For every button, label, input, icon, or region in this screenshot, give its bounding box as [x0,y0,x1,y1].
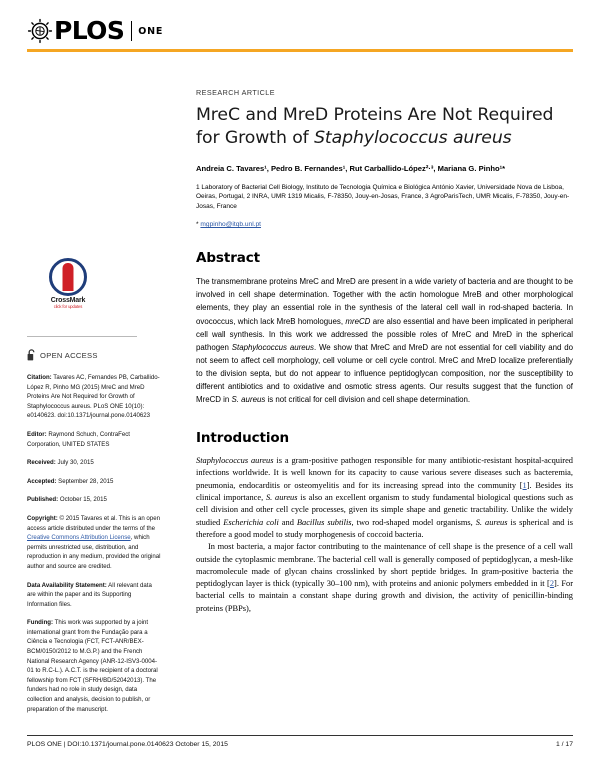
copyright-text-b: , which permits unrestricted use, distribution, and reproduction in any medium, provided the original author and source are credited. [27,534,161,570]
intro-seg-1: is a gram-positive pathogen responsible for many antibiotic-resistant hospital-acquired infections worldwide. It is well known for its capacity to cause various severe diseases such as bacteremia, pneumonia, endocarditis or osteomyelitis and for its increasing spread into the community [ [196,456,573,490]
intro-seg-2: ]. Besides its clinical importance, [196,480,573,503]
citation-text: Tavares AC, Fernandes PB, Carballido-López R, Pinho MG (2015) MreC and MreD Proteins Are Not Required for Growth of Staphylococcus aureus. PLoS ONE 10(10): e0140623. doi:10.1371/journal.pone.0140623 [27,374,160,420]
received-label: Received: [27,459,56,467]
citation-label: Citation: [27,374,52,381]
accepted-label: Accepted: [27,477,57,485]
copyright-text-a: © 2015 Tavares et al. This is an open access article distributed under the terms of the [27,514,160,532]
footer-citation: PLOS ONE | DOI:10.1371/journal.pone.0140623 October 15, 2015 [27,741,228,748]
plos-edition-label: ONE [138,25,164,37]
crossmark-sublabel: click for updates [53,304,83,309]
copyright-block [27,514,161,572]
intro-seg-7: In most bacteria, a major factor contributing to the maintenance of cell shape is the presence of a cell wall outside the cytoplasmic membrane. The bacterial cell wall is generally composed of peptidoglycan, a mesh-like macromolecule made of glycan chains crosslinked by short peptide bridges. In gram-positive bacteria the peptidoglycan layer is thick (typically 30–100 nm), with proteins and anionic polymers embedded in it [ [196,542,573,589]
crossmark-badge[interactable] [45,258,91,309]
intro-paragraph-1 [196,455,573,541]
received-block [27,458,161,468]
intro-seg-4: and [278,517,297,527]
open-access-label: OPEN ACCESS [40,350,98,360]
footer-page-number: 1 / 17 [555,741,573,748]
abstract-seg-2: are also essential and have been implicated in peripheral cell wall synthesis. In this work we addressed the possible roles of MreC and MreD in the spherical pathogen [196,316,573,352]
intro-italic-staph: Staphylococcus aureus [196,456,274,466]
intro-italic-bsubtilis: Bacillus subtilis [296,517,352,527]
crossmark-label: CrossMark [50,297,86,304]
editor-label: Editor: [27,430,47,438]
published-date: October 15, 2015 [58,496,107,504]
footer-divider [27,735,573,736]
article-type-kicker: RESEARCH ARTICLE [196,88,275,97]
page-title [196,104,573,150]
introduction-heading: Introduction [196,430,290,447]
received-date: July 30, 2015 [55,459,94,467]
corresponding-author [196,221,573,228]
title-text-plain: MreC and MreD Proteins Are Not Required for Growth of [196,105,554,148]
accepted-block [27,477,161,487]
accepted-date: September 28, 2015 [56,477,114,485]
introduction-text [196,455,573,615]
abstract-heading: Abstract [196,250,261,267]
reference-link-1[interactable]: 1 [522,480,527,490]
citation-block [27,373,161,421]
corresponding-marker: * [196,221,199,229]
funding-text: This work was supported by a joint international grant from the Fundação para a Ciência e Tecnologia (FCT, FCT-ANR/BEX-BCM/0150/2012 to M.G.P.) and the French National Research Agency (ANR-12-ISV3-0004-01 to R.C-L.). A.C.T. is the recipient of a doctoral fellowship from FCT (SFRH/BD/52042013). The funders had no role in study design, data collection and analysis, decision to publish, or preparation of the manuscript. [27,619,158,713]
reference-link-2[interactable]: 2 [549,579,555,589]
plos-wordmark: PLOS [54,16,125,45]
published-label: Published: [27,496,59,504]
intro-seg-3: is also an excellent organism to study fundamental biological questions such as cell division and other cell cycle processes, given its simple shape and genetic tractability. Unlike the widely studied [196,493,573,527]
data-availability-block [27,581,161,610]
copyright-label: Copyright: [27,514,58,522]
corresponding-email-link[interactable]: mgpinho@itqb.unl.pt [200,221,262,229]
journal-masthead [27,18,573,52]
published-block [27,495,161,505]
affiliations: 1 Laboratory of Bacterial Cell Biology, Instituto de Tecnologia Química e Biológica António Xavier, Universidade Nova de Lisboa, Oeiras, Portugal, 2 INRA, UMR 1319 Micalis, F-78350, Jouy-en-Josas, France, 3 AgroParisTech, UMR Micalis, F-78350, Jouy-en-Josas, France [196,184,570,210]
abstract-italic-saureus: S. aureus [231,395,266,405]
license-link[interactable]: Creative Commons Attribution License [27,534,131,542]
open-lock-icon [27,349,36,361]
page-footer [27,735,573,748]
open-access-badge [27,349,161,361]
author-list: Andreia C. Tavares¹, Pedro B. Fernandes¹, Rut Carballido-López²·³, Mariana G. Pinho¹* [196,164,506,173]
plos-logo[interactable] [27,18,573,44]
intro-italic-ecoli: Escherichia coli [223,517,279,527]
data-availability-text: All relevant data are within the paper and its Supporting Information files. [27,581,152,608]
abstract-italic-staph: Staphylococcus aureus [231,342,314,352]
funding-block [27,618,161,714]
abstract-seg-4: is not critical for cell division and cell shape determination. [265,395,471,405]
abstract-seg-3: . We show that MreC and MreD are not essential for cell viability and do not seem to affect cell morphology, cell volume or cell cycle control. MreC and MreD localize preferentially to the division septa, but do not appear to influence peptidoglycan composition, nor the susceptibility to different antibiotics and to oxidative and osmotic stress agents. Our results suggest that the function of MreCD in [196,342,573,405]
intro-seg-5: , two rod-shaped model organisms, [351,517,476,527]
sidebar-divider [27,336,137,337]
intro-italic-saureus-1: S. aureus [265,493,298,503]
intro-italic-saureus-2: S. aureus [475,517,508,527]
abstract-text [196,275,573,406]
article-metadata-sidebar [27,258,161,723]
funding-label: Funding: [27,619,54,627]
abstract-italic-mrecd: mreCD [345,316,371,326]
abstract-seg-1: The transmembrane proteins MreC and MreD are present in a wide variety of bacteria and are thought to be involved in cell shape determination. Together with the actin homologue MreB and other morphological elements, they play an essential role in the synthesis of the lateral cell wall in rod-shaped bacteria. In ovococcus, which lack MreB homologues, [196,277,573,326]
crossmark-badge-icon [49,258,87,296]
intro-seg-6: is spherical and is therefore a good model to study morphogenesis of coccoid bacteria. [196,517,574,539]
plos-sun-icon [27,18,53,44]
intro-paragraph-2 [196,541,573,615]
masthead-accent-rule [27,49,573,52]
editor-block [27,430,161,449]
data-availability-label: Data Availability Statement: [27,581,107,589]
intro-seg-8: ]. For bacterial cells to maintain a constant shape during growth and division, the activity of penicillin-binding proteins (PBPs), [196,579,573,613]
logo-divider [131,21,132,41]
title-text-species: Staphylococcus aureus [314,128,512,148]
article-main-column [196,88,573,615]
editor-text: Raymond Schuch, ContraFect Corporation, UNITED STATES [27,430,130,448]
